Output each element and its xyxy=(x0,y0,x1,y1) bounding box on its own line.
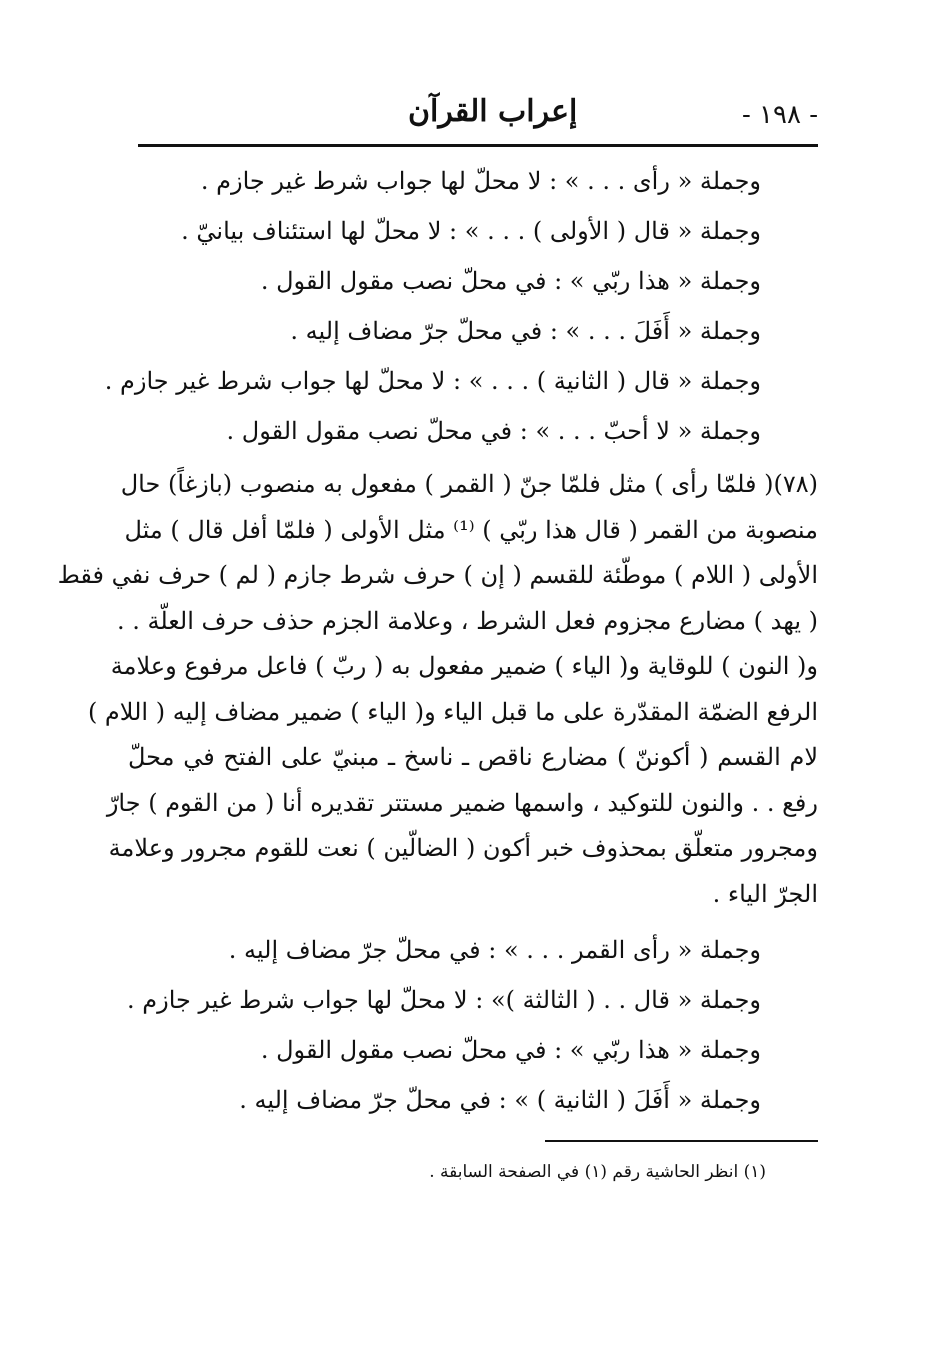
paragraph-line: لام القسم ( أكوننّ ) مضارع ناقص ـ ناسخ ـ مبنيّ على الفتح في محلّ xyxy=(128,743,818,771)
paragraph-line: و( النون ) للوقاية و( الياء ) ضمير مفعول به ( ربّ ) فاعل مرفوع وعلامة xyxy=(110,652,818,680)
list-item: وجملة « لا أحبّ . . . » : في محلّ نصب مقول القول . xyxy=(226,417,761,445)
paragraph-line: رفع . . والنون للتوكيد ، واسمها ضمير مستتر تقديره أنا ( من القوم ) جارّ xyxy=(106,788,818,817)
list-item: وجملة « قال . . ( الثالثة )» : لا محلّ لها جواب شرط غير جازم . xyxy=(127,986,761,1014)
paragraph-line: الجرّ الياء . xyxy=(712,879,818,908)
verse-78-analysis xyxy=(57,462,818,917)
paragraph-line: الأولى ( اللام ) موطّئة للقسم ( إن ) حرف شرط جازم ( لم ) حرف نفي فقط xyxy=(57,561,818,589)
list-item: وجملة « رأى القمر . . . » : في محلّ جرّ مضاف إليه . xyxy=(228,936,761,964)
page-header xyxy=(138,92,818,136)
paragraph-line: ( يهد ) مضارع مجزوم فعل الشرط ، وعلامة الجزم حذف حرف العلّة . . xyxy=(116,606,818,635)
paragraph-line: ومجرور متعلّق بمحذوف خبر أكون ( الضالّين ) نعت للقوم مجرور وعلامة xyxy=(108,834,818,862)
sentence-analysis-list-top xyxy=(105,156,761,456)
book-title: إعراب القرآن xyxy=(408,94,578,129)
list-item: وجملة « هذا ربّي » : في محلّ نصب مقول القول . xyxy=(260,1036,761,1064)
list-item: وجملة « قال ( الأولى ) . . . » : لا محلّ لها استئناف بيانيّ . xyxy=(181,217,761,245)
list-item: وجملة « قال ( الثانية ) . . . » : لا محلّ لها جواب شرط غير جازم . xyxy=(104,367,761,395)
list-item: وجملة « رأى . . . » : لا محلّ لها جواب شرط غير جازم . xyxy=(200,167,761,195)
list-item: وجملة « أَفَلَ . . . » : في محلّ جرّ مضاف إليه . xyxy=(290,317,761,345)
list-item: وجملة « أَفَلَ ( الثانية ) » : في محلّ جرّ مضاف إليه . xyxy=(239,1086,761,1114)
footnote-rule xyxy=(545,1140,818,1142)
paragraph-line: (٧٨)( فلمّا رأى ) مثل فلمّا جنّ ( القمر ) مفعول به منصوب (بازغاً) حال xyxy=(120,470,818,498)
page-number: - ١٩٨ - xyxy=(741,100,818,130)
header-rule xyxy=(138,144,818,147)
paragraph-line: الرفع الضمّة المقدّرة على ما قبل الياء و( الياء ) ضمير مضاف إليه ( اللام ) xyxy=(87,697,818,726)
list-item: وجملة « هذا ربّي » : في محلّ نصب مقول القول . xyxy=(260,267,761,295)
paragraph-line: منصوبة من القمر ( قال هذا ربّي ) ⁽¹⁾ مثل الأولى ( فلمّا أفل قال ) مثل xyxy=(124,515,818,544)
footnote: (١) انظر الحاشية رقم (١) في الصفحة السابقة . xyxy=(429,1162,766,1182)
sentence-analysis-list-bottom xyxy=(127,925,761,1125)
